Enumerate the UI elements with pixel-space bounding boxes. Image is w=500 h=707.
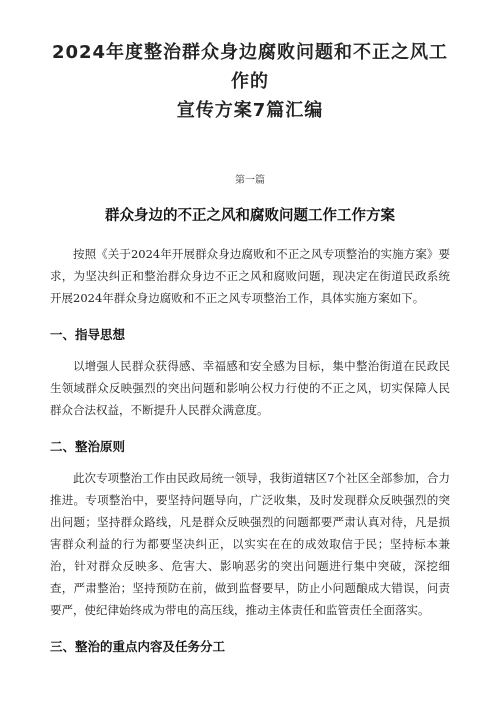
- document-title-line-2: 宣传方案7篇汇编: [176, 100, 324, 121]
- heading-guiding-ideology: 一、指导思想: [50, 327, 126, 342]
- paragraph-guiding-ideology: 以增强人民群众获得感、幸福感和安全感为目标，集中整治街道在民政民生领域群众反映强烈的突出问题和影响公权力行使的不正之风，切实保障人民群众合法权益，不断提升人民群众满意度。: [50, 359, 450, 417]
- section-number: 第一篇: [235, 175, 265, 186]
- intro-paragraph: 按照《关于2024年开展群众身边腐败和不正之风专项整治的实施方案》要求，为坚决纠正和整治群众身边不正之风和腐败问题，现决定在街道民政系统开展2024年群众身边腐败和不正之风专项整治工作，具体实施方案如下。: [50, 247, 450, 305]
- heading-key-contents: 三、整治的重点内容及任务分工: [50, 639, 226, 654]
- document-title: [50, 38, 450, 125]
- document-title-line-1: 2024年度整治群众身边腐败问题和不正之风工作的: [51, 42, 449, 92]
- section-title: 群众身边的不正之风和腐败问题工作工作方案: [105, 208, 395, 224]
- paragraph-principles: 此次专项整治工作由民政局统一领导，我街道辖区7个社区全部参加，合力推进。专项整治中，要坚持问题导向，广泛收集，及时发现群众反映强烈的突出问题；坚持群众路线，凡是群众反映强烈的问题都要严肃认真对待，凡是损害群众利益的行为都要坚决纠正，以实实在在的成效取信于民；坚持标本兼治，针对群众反映多、危害大、影响恶劣的突出问题进行集中突破，深挖细查，严肃整治；坚持预防在前，做到监督要早，防止小问题酿成大错误，问责要严，使纪律始终成为带电的高压线，推动主体责任和监管责任全面落实。: [50, 471, 450, 617]
- heading-principles: 二、整治原则: [50, 439, 126, 454]
